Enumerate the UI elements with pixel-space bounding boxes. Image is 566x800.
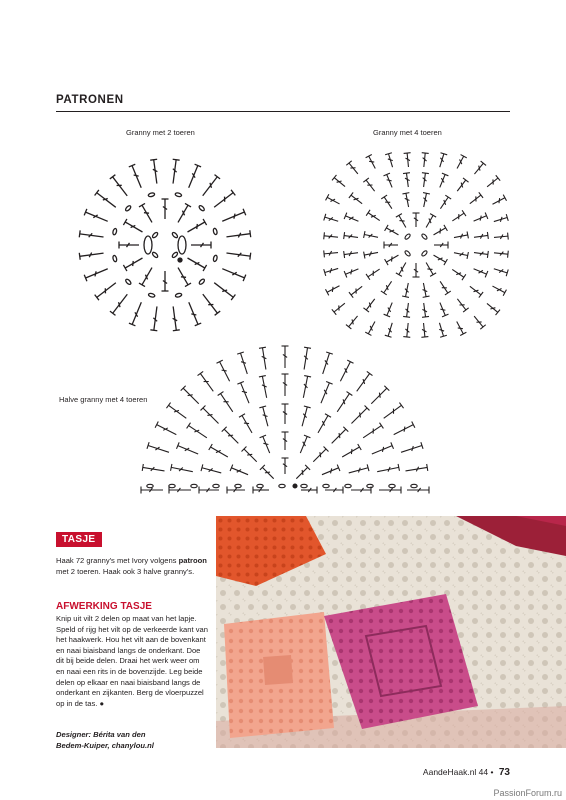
page-number: 73 [498, 767, 510, 778]
section-divider [56, 111, 510, 112]
designer-credit: Designer: Bérita van den Bedem-Kuiper, chanylou.nl [56, 730, 154, 750]
diagram-caption-half-granny: Halve granny met 4 toeren [59, 395, 148, 404]
page-footer: AandeHaak.nl 44 • 73 [422, 767, 510, 778]
watermark: PassionForum.ru [493, 788, 562, 798]
diagram-caption-granny-2: Granny met 2 toeren [126, 128, 195, 137]
crochet-squares-photo [216, 516, 566, 748]
tasje-tag: TASJE [56, 532, 102, 547]
crochet-diagram-granny-4 [296, 140, 536, 350]
afwerking-heading: AFWERKING TASJE [56, 601, 152, 612]
crochet-diagram-granny-2 [50, 140, 290, 350]
tasje-intro: Haak 72 granny's met Ivory volgens patroon met 2 toeren. Haak ook 3 halve granny's. [56, 556, 207, 576]
diagram-caption-granny-4: Granny met 4 toeren [373, 128, 442, 137]
crochet-diagram-half-granny [130, 340, 440, 500]
section-title: PATRONEN [56, 94, 124, 106]
afwerking-body: Knip uit vilt 2 delen op maat van het lapje. Speld of rijg het vilt op de verkeerde kant van het haakwerk. Hou het vilt aan de bovenkant en naai biaisband langs de onderkant. Doe dit bij beide delen. Draai het werk weer om en naai een rits in de bovenzijde. Leg beide delen op elkaar en naai biaisband langs de onderkant en zijkanten. Berg de vloerpuzzel op in de tas. ● [56, 614, 208, 708]
